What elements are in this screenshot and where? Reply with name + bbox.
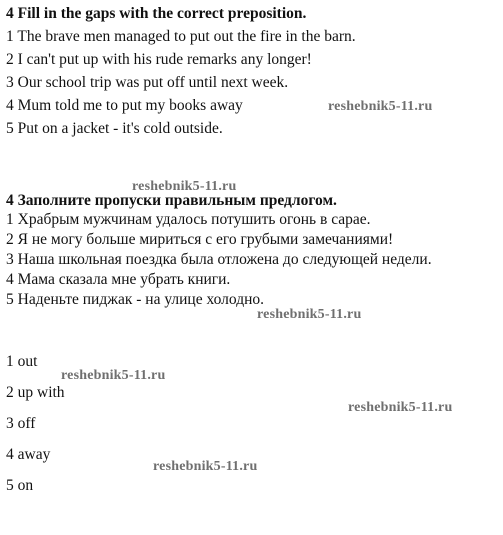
translation-sentence-4: 4 Мама сказала мне убрать книги. bbox=[6, 271, 231, 288]
answer-4: 4 away bbox=[6, 446, 51, 463]
answer-3: 3 off bbox=[6, 415, 36, 432]
watermark: reshebnik5-11.ru bbox=[328, 99, 433, 114]
watermark: reshebnik5-11.ru bbox=[348, 400, 453, 415]
translation-sentence-3: 3 Наша школьная поездка была отложена до следующей недели. bbox=[6, 251, 432, 268]
translation-sentence-5: 5 Наденьте пиджак - на улице холодно. bbox=[6, 291, 265, 308]
watermark: reshebnik5-11.ru bbox=[257, 307, 362, 322]
exercise-sentence-4: 4 Mum told me to put my books away bbox=[6, 97, 243, 114]
translation-sentence-2: 2 Я не могу больше мириться с его грубыми замечаниями! bbox=[6, 231, 394, 248]
exercise-sentence-2: 2 I can't put up with his rude remarks any longer! bbox=[6, 51, 312, 68]
exercise-sentence-3: 3 Our school trip was put off until next week. bbox=[6, 74, 289, 91]
translation-heading: 4 Заполните пропуски правильным предлогом. bbox=[6, 192, 337, 209]
translation-sentence-1: 1 Храбрым мужчинам удалось потушить огонь в сарае. bbox=[6, 211, 371, 228]
watermark: reshebnik5-11.ru bbox=[61, 368, 166, 383]
answer-2: 2 up with bbox=[6, 384, 65, 401]
answer-1: 1 out bbox=[6, 353, 38, 370]
watermark: reshebnik5-11.ru bbox=[132, 179, 237, 194]
watermark: reshebnik5-11.ru bbox=[153, 459, 258, 474]
exercise-sentence-1: 1 The brave men managed to put out the fire in the barn. bbox=[6, 28, 356, 45]
exercise-sentence-5: 5 Put on a jacket - it's cold outside. bbox=[6, 120, 223, 137]
answer-5: 5 on bbox=[6, 477, 34, 494]
exercise-heading: 4 Fill in the gaps with the correct preposition. bbox=[6, 5, 307, 22]
